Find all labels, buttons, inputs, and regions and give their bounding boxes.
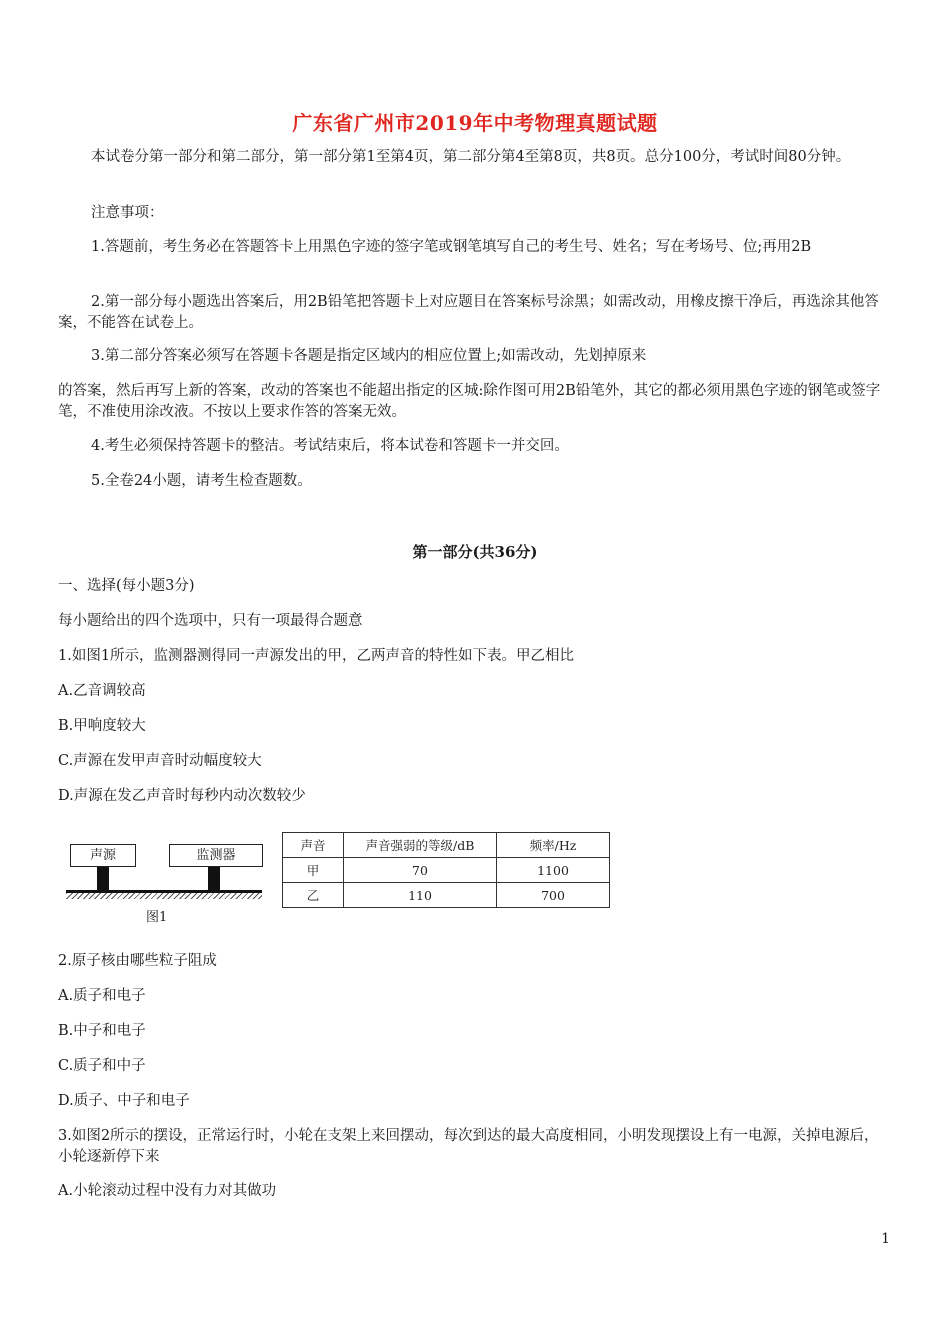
note-4: 4.考生必须保持答题卡的整洁。考试结束后，将本试卷和答题卡一并交回。 <box>91 438 569 454</box>
table-row <box>283 858 610 883</box>
q1-option-d: D.声源在发乙声音时每秒内动次数较少 <box>58 788 306 804</box>
q1-stem: 1.如图1所示，监测器测得同一声源发出的甲，乙两声音的特性如下表。甲乙相比 <box>58 648 575 664</box>
note-5: 5.全卷24小题，请考生检查题数。 <box>91 473 312 489</box>
intro-paragraph: 本试卷分第一部分和第二部分，第一部分第1至第4页，第二部分第4至第8页，共8页。总分100分，考试时间80分钟。 <box>91 149 851 165</box>
table-cell: 110 <box>344 883 497 908</box>
note-3: 3.第二部分答案必须写在答题卡各题是指定区域内的相应位置上;如需改动，先划掉原来 <box>91 348 647 364</box>
table-cell: 甲 <box>283 858 344 883</box>
table-header-cell: 频率/Hz <box>497 833 610 858</box>
ground-hatch <box>66 893 262 899</box>
note-1: 1.答题前，考生务必在答题答卡上用黑色字迹的签字笔或钢笔填写自己的考生号、姓名；写在考场号、位;再用2B <box>91 239 812 255</box>
table-header-cell: 声音 <box>283 833 344 858</box>
q3-option-a: A.小轮滚动过程中没有力对其做功 <box>58 1183 277 1199</box>
note-2: 2.第一部分每小题选出答案后，用2B铅笔把答题卡上对应题目在答案标号涂黑；如需改动，用橡皮擦干净后，再选涂其他答案，不能答在试卷上。 <box>58 294 879 331</box>
q3-stem: 3.如图2所示的摆设，正常运行时，小轮在支架上来回摆动，每次到达的最大高度相同，小明发现摆设上有一电源，关掉电源后，小轮逐新停下来 <box>58 1128 879 1165</box>
figure-caption: 图1 <box>146 910 168 925</box>
page-number: 1 <box>881 1231 890 1247</box>
note-3-continued: 的答案，然后再写上新的答案，改动的答案也不能超出指定的区城:除作图可用2B铅笔外，其它的都必须用黑色字迹的钢笔或签字笔，不准使用涂改液。不按以上要求作答的答案无效。 <box>58 383 881 420</box>
q1-option-a: A.乙音调较高 <box>58 683 146 699</box>
sound-properties-table <box>282 832 610 908</box>
table-row <box>283 883 610 908</box>
q2-option-d: D.质子、中子和电子 <box>58 1093 190 1109</box>
table-header-row <box>283 833 610 858</box>
section-heading: 一、选择(每小题3分) <box>58 578 195 594</box>
q1-option-b: B.甲响度较大 <box>58 718 146 734</box>
table-header-cell: 声音强弱的等级/dB <box>344 833 497 858</box>
table-cell: 70 <box>344 858 497 883</box>
section-instruction: 每小题给出的四个选项中，只有一项最得合题意 <box>58 613 363 629</box>
q1-option-c: C.声源在发甲声音时动幅度较大 <box>58 753 262 769</box>
q2-option-a: A.质子和电子 <box>58 988 146 1004</box>
table-cell: 乙 <box>283 883 344 908</box>
q2-option-b: B.中子和电子 <box>58 1023 146 1039</box>
figure-1 <box>66 832 611 927</box>
document-title: 广东省广州市2019年中考物理真题试题 <box>292 111 658 135</box>
part-heading: 第一部分(共36分) <box>412 543 538 561</box>
notice-heading: 注意事项： <box>91 205 164 221</box>
monitor-stand <box>208 867 220 890</box>
monitor-box: 监测器 <box>169 844 263 867</box>
q2-option-c: C.质子和中子 <box>58 1058 146 1074</box>
sound-source-box: 声源 <box>70 844 136 867</box>
table-cell: 1100 <box>497 858 610 883</box>
q2-stem: 2.原子核由哪些粒子阻成 <box>58 953 217 969</box>
sound-source-stand <box>97 867 109 890</box>
table-cell: 700 <box>497 883 610 908</box>
